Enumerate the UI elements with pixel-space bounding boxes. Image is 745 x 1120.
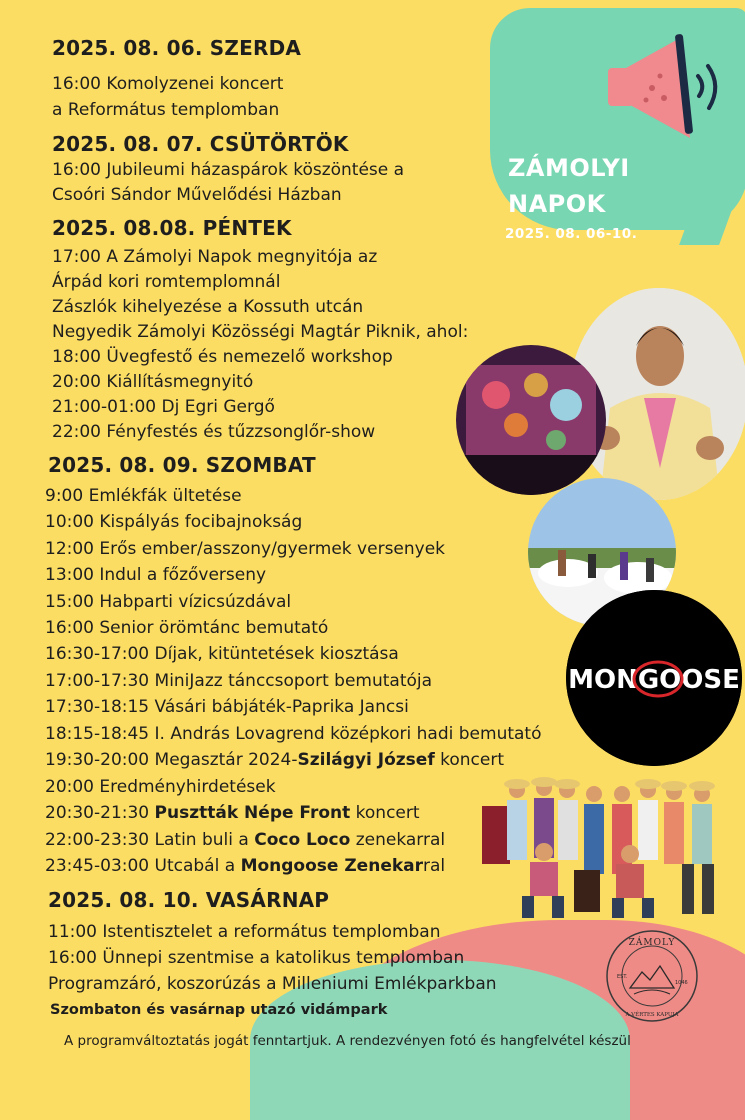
event-line: 18:00 Üvegfestő és nemezelő workshop bbox=[52, 347, 393, 367]
event-line: Negyedik Zámolyi Közösségi Magtár Piknik, ahol: bbox=[52, 322, 469, 342]
event-line: 20:00 Eredményhirdetések bbox=[45, 777, 276, 797]
event-line: 13:00 Indul a főzőverseny bbox=[45, 565, 267, 585]
megaphone-icon bbox=[598, 28, 738, 143]
event-line-cocoloco bbox=[45, 828, 445, 853]
brand-line1: ZÁMOLYI bbox=[508, 154, 630, 182]
event-line: 16:00 Senior örömtánc bemutató bbox=[45, 618, 329, 638]
event-line: Zászlók kihelyezése a Kossuth utcán bbox=[52, 297, 364, 317]
day-heading-thursday: 2025. 08. 07. CSÜTÖRTÖK bbox=[52, 132, 349, 156]
event-line: Csoóri Sándor Művelődési Házban bbox=[52, 185, 342, 205]
day-heading-saturday: 2025. 08. 09. SZOMBAT bbox=[48, 453, 316, 477]
disclaimer: A programváltoztatás jogát fenntartjuk. A rendezvényen fotó és hangfelvétel készül bbox=[64, 1033, 631, 1049]
event-text: zenekarral bbox=[350, 830, 446, 850]
brand-dates: 2025. 08. 06-10. bbox=[505, 226, 638, 242]
event-text: 22:00-23:30 Latin buli a bbox=[45, 830, 255, 850]
event-line: Programzáró, koszorúzás a Milleniumi Emlékparkban bbox=[48, 974, 497, 994]
event-text: ral bbox=[423, 856, 446, 876]
event-line: 22:00 Fényfestés és tűzzsonglőr-show bbox=[52, 422, 376, 442]
day-heading-sunday: 2025. 08. 10. VASÁRNAP bbox=[48, 888, 330, 912]
event-line: 16:00 Komolyzenei koncert bbox=[52, 74, 284, 94]
event-text: 23:45-03:00 Utcabál a bbox=[45, 856, 241, 876]
event-line-szilagyi bbox=[45, 748, 504, 773]
event-line: 16:00 Jubileumi házaspárok köszöntése a bbox=[52, 160, 405, 180]
seal-year-text: 1046 bbox=[675, 980, 688, 986]
event-line-pusztak bbox=[45, 801, 420, 826]
event-line: 15:00 Habparti vízicsúzdával bbox=[45, 592, 292, 612]
event-line: 18:15-18:45 I. András Lovagrend középkori hadi bemutató bbox=[45, 724, 542, 744]
day-heading-friday: 2025. 08.08. PÉNTEK bbox=[52, 216, 292, 240]
event-line: 12:00 Erős ember/asszony/gyermek versenyek bbox=[45, 539, 446, 559]
day-heading-wednesday: 2025. 08. 06. SZERDA bbox=[52, 36, 302, 60]
light-festival-photo bbox=[456, 345, 606, 495]
seal-est-text: EST. bbox=[617, 974, 628, 980]
event-line: 17:00 A Zámolyi Napok megnyitója az bbox=[52, 247, 378, 267]
performer-name: Pusztták Népe Front bbox=[154, 803, 351, 823]
mongoose-logo bbox=[566, 590, 742, 766]
brand-line2: NAPOK bbox=[508, 190, 606, 218]
event-text: koncert bbox=[434, 750, 505, 770]
event-line: 9:00 Emlékfák ültetése bbox=[45, 486, 242, 506]
event-line: a Református templomban bbox=[52, 100, 280, 120]
mongoose-logo-text: MONGOOSE bbox=[568, 665, 740, 695]
funfair-note: Szombaton és vasárnap utazó vidámpark bbox=[50, 1002, 388, 1018]
event-brand-title bbox=[508, 150, 630, 222]
seal-bottom-text: A VÉRTES KAPUJA bbox=[625, 1012, 679, 1018]
event-line: 16:30-17:00 Díjak, kitüntetések kiosztása bbox=[45, 644, 399, 664]
seal-top-text: ZÁMOLY bbox=[628, 938, 676, 948]
event-line: Árpád kori romtemplomnál bbox=[52, 272, 281, 292]
event-line: 17:30-18:15 Vásári bábjáték-Paprika Jancsi bbox=[45, 697, 409, 717]
event-line: 16:00 Ünnepi szentmise a katolikus templomban bbox=[48, 948, 465, 968]
event-text: koncert bbox=[350, 803, 420, 823]
performer-name: Mongoose Zenekar bbox=[240, 856, 424, 876]
performer-name: Szilágyi József bbox=[297, 750, 435, 770]
event-line: 17:00-17:30 MiniJazz tánccsoport bemutatója bbox=[45, 671, 433, 691]
zamoly-seal-logo bbox=[604, 928, 700, 1024]
event-line: 10:00 Kispályás focibajnokság bbox=[45, 512, 303, 532]
band-photo bbox=[482, 772, 727, 920]
event-line-mongoose bbox=[45, 854, 445, 879]
event-line: 11:00 Istentisztelet a református templomban bbox=[48, 922, 441, 942]
event-text: 19:30-20:00 Megasztár 2024- bbox=[45, 750, 298, 770]
event-line: 20:00 Kiállításmegnyitó bbox=[52, 372, 254, 392]
performer-name: Coco Loco bbox=[254, 830, 351, 850]
event-line: 21:00-01:00 Dj Egri Gergő bbox=[52, 397, 275, 417]
event-text: 20:30-21:30 bbox=[45, 803, 155, 823]
